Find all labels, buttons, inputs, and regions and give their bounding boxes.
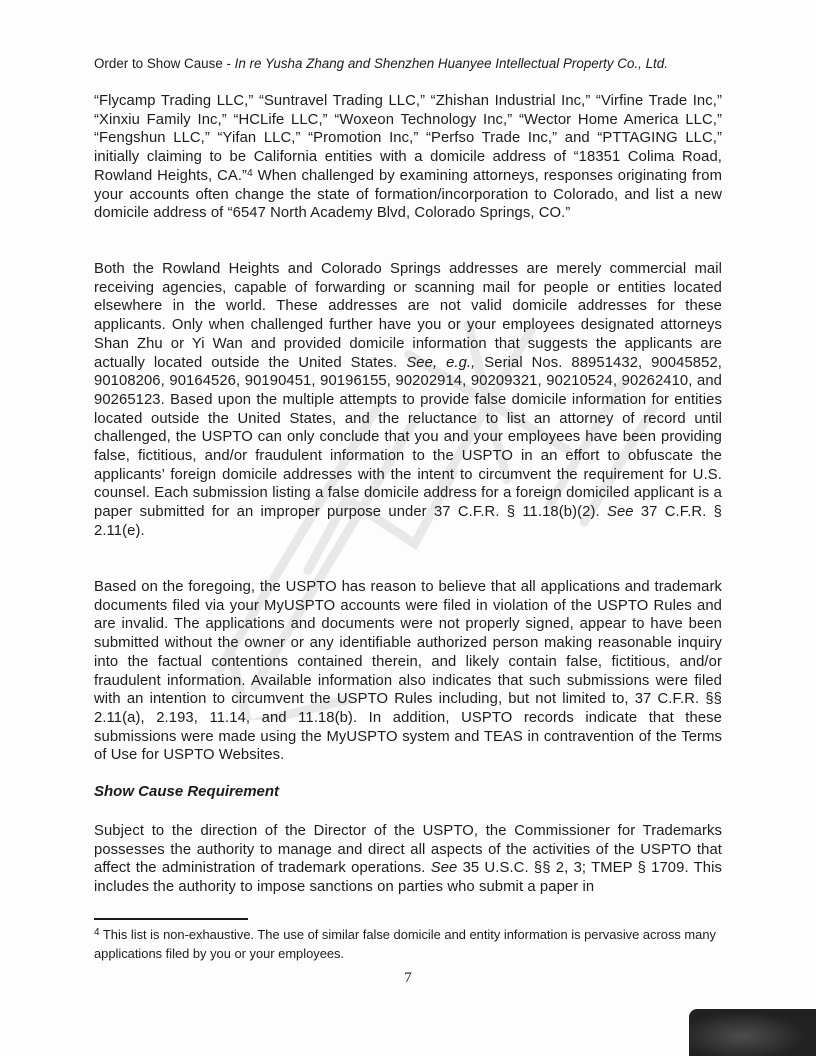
- citation-see-2: See: [430, 860, 458, 877]
- footnote-4-text: This list is non-exhaustive. The use of similar false domicile and entity information is pervasive across many applications filed by you or your employees.: [94, 927, 716, 961]
- citation-see-eg: See, e.g.,: [406, 354, 476, 371]
- citation-see: See: [606, 504, 634, 521]
- page-number: 7: [404, 970, 412, 986]
- corner-stamp: [689, 1009, 816, 1056]
- paragraph-3-text: Based on the foregoing, the USPTO has reason to believe that all applications and trademark documents filed via your MyUSPTO accounts were filed in violation of the USPTO Rules and are invalid. The applications and documents were not properly signed, appear to have been submitted without the owner or any identifiable authorized person making reasonable inquiry into the factual contentions contained therein, and likely contain false, fictitious, and/or fraudulent information. Available information also indicates that such submissions were filed with an intention to circumvent the USPTO Rules including, but not limited to, 37 C.F.R. §§ 2.11(a), 2.193, 11.14, and 11.18(b). In addition, USPTO records indicate that these submissions were made using the MyUSPTO system and TEAS in contravention of the Terms of Use for USPTO Websites.: [94, 579, 722, 764]
- paragraph-applicant-entities: [94, 92, 722, 223]
- paragraph-1-text: “Flycamp Trading LLC,” “Suntravel Trading LLC,” “Zhishan Industrial Inc,” “Virfine Trade Inc,” “Xinxiu Family Inc,” “HCLife LLC,” “Woxeon Technology Inc,” “Wector Home America LLC,” “Fengshun LLC,” “Yifan LLC,” “Promotion Inc,” “Perfso Trade Inc,” and “PTTAGING LLC,” initially claiming to be California entities with a domicile address of “18351 Colima Road, Rowland Heights, CA.”: [94, 93, 722, 184]
- footnote-separator-rule: [94, 918, 248, 920]
- paragraph-4-text: Subject to the direction of the Director of the USPTO, the Commissioner for Trademarks possesses the authority to manage and direct all aspects of the activities of the USPTO that affect the administration of trademark operations.: [94, 823, 722, 877]
- footnote-reference-4: 4: [247, 167, 253, 179]
- footnote-4-marker: 4: [94, 927, 100, 938]
- paragraph-2-citation-ref: 37 C.F.R. § 2.11(e).: [94, 504, 722, 539]
- paragraph-1-text-continued: When challenged by examining attorneys, responses originating from your accounts often change the state of formation/incorporation to Colorado, and list a new domicile address of “6547 North Academy Blvd, Colorado Springs, CO.”: [94, 167, 722, 222]
- paragraph-2-text: Both the Rowland Heights and Colorado Springs addresses are merely commercial mail receiving agencies, capable of forwarding or scanning mail for people or entities located elsewhere in the world. These addresses are not valid domicile addresses for these applicants. Only when challenged further have you or your employees designated attorneys Shan Zhu or Yi Wan and provided domicile information that suggests the applicants are actually located outside the United States.: [94, 261, 722, 371]
- header-doc-type: Order to Show Cause -: [94, 56, 235, 71]
- paragraph-4-text-continued: 35 U.S.C. §§ 2, 3; TMEP § 1709. This includes the authority to impose sanctions on parties who submit a paper in: [94, 860, 723, 896]
- header-case-title: In re Yusha Zhang and Shenzhen Huanyee Intellectual Property Co., Ltd.: [234, 56, 668, 71]
- paragraph-2-text-continued: Serial Nos. 88951432, 90045852, 90108206, 90164526, 90190451, 90196155, 90202914, 90209321, 90210524, 90262410, and 90265123. Based upon the multiple attempts to provide false domicile information for entities located outside the United States, and the reluctance to list an attorney of record until challenged, the USPTO can only conclude that you and your employees have been providing false, fictitious, and/or fraudulent information to the USPTO in an effort to obfuscate the applicants’ foreign domicile addresses with the intent to circumvent the requirement for U.S. counsel. Each submission listing a false domicile address for a foreign domiciled applicant is a paper submitted for an improper purpose under 37 C.F.R. § 11.18(b)(2).: [94, 354, 722, 521]
- paragraph-domicile-addresses: [94, 260, 722, 541]
- section-heading-show-cause: Show Cause Requirement: [94, 783, 280, 800]
- paragraph-commissioner-authority: [94, 822, 722, 897]
- paragraph-uspto-conclusion: [94, 578, 722, 765]
- footnote-4: [94, 926, 730, 964]
- running-header: [94, 55, 722, 72]
